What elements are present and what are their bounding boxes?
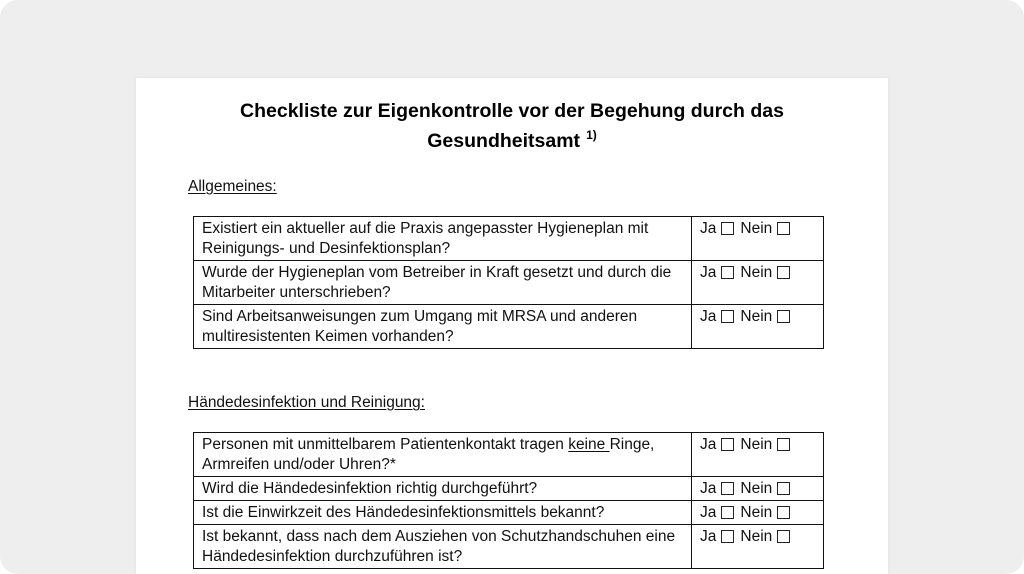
question-text-line: Händedesinfektion durchzuführen ist? <box>202 548 463 565</box>
checklist-row <box>194 433 824 477</box>
document-page <box>136 78 888 574</box>
question-cell <box>194 525 692 569</box>
answer-cell <box>692 525 824 569</box>
nein-checkbox[interactable] <box>777 506 790 519</box>
answer-cell <box>692 501 824 525</box>
checklist-row <box>194 217 824 261</box>
title-footnote-marker: 1) <box>586 128 597 142</box>
ja-label: Ja <box>700 528 717 545</box>
nein-checkbox[interactable] <box>777 310 790 323</box>
nein-label: Nein <box>740 308 773 325</box>
question-cell <box>194 501 692 525</box>
ja-label: Ja <box>700 504 717 521</box>
title-line-2-text: Gesundheitsamt <box>427 130 581 152</box>
question-text-line: Reinigungs- und Desinfektionsplan? <box>202 240 451 257</box>
checklist-row <box>194 501 824 525</box>
question-text-segment: Personen mit unmittelbarem Patientenkontakt tragen <box>202 436 569 453</box>
nein-checkbox[interactable] <box>777 222 790 235</box>
ja-label: Ja <box>700 220 717 237</box>
ja-checkbox[interactable] <box>721 310 734 323</box>
document-title <box>136 96 888 158</box>
nein-checkbox[interactable] <box>777 530 790 543</box>
question-text-underlined: keine <box>568 436 610 453</box>
nein-label: Nein <box>740 264 773 281</box>
nein-label: Nein <box>740 220 773 237</box>
nein-label: Nein <box>740 436 773 453</box>
question-cell <box>194 433 692 477</box>
checklist-table-allgemeines <box>193 216 824 349</box>
checklist-table-haendedesinfektion <box>193 432 824 569</box>
question-cell <box>194 477 692 501</box>
nein-checkbox[interactable] <box>777 266 790 279</box>
ja-checkbox[interactable] <box>721 482 734 495</box>
ja-label: Ja <box>700 264 717 281</box>
section-heading-haendedesinfektion: Händedesinfektion und Reinigung: <box>188 394 425 411</box>
question-text-line: Sind Arbeitsanweisungen zum Umgang mit MRSA und anderen <box>202 308 638 325</box>
question-text-line: Mitarbeiter unterschrieben? <box>202 284 391 301</box>
question-cell <box>194 305 692 349</box>
checklist-row <box>194 477 824 501</box>
ja-label: Ja <box>700 436 717 453</box>
ja-checkbox[interactable] <box>721 506 734 519</box>
section-heading-allgemeines: Allgemeines: <box>188 178 277 195</box>
title-line-1: Checkliste zur Eigenkontrolle vor der Begehung durch das <box>240 100 784 122</box>
nein-checkbox[interactable] <box>777 482 790 495</box>
answer-cell <box>692 477 824 501</box>
question-text-line: Armreifen und/oder Uhren?* <box>202 456 396 473</box>
answer-cell <box>692 305 824 349</box>
question-text-line: multiresistenten Keimen vorhanden? <box>202 328 454 345</box>
answer-cell <box>692 261 824 305</box>
nein-label: Nein <box>740 528 773 545</box>
question-text-line: Ist bekannt, dass nach dem Ausziehen von Schutzhandschuhen eine <box>202 528 676 545</box>
checklist-row <box>194 525 824 569</box>
ja-checkbox[interactable] <box>721 438 734 451</box>
question-cell <box>194 217 692 261</box>
ja-checkbox[interactable] <box>721 530 734 543</box>
question-text-line: Wird die Händedesinfektion richtig durchgeführt? <box>202 480 538 497</box>
answer-cell <box>692 433 824 477</box>
question-text-line: Wurde der Hygieneplan vom Betreiber in Kraft gesetzt und durch die <box>202 264 672 281</box>
question-text-line <box>202 435 683 455</box>
ja-label: Ja <box>700 480 717 497</box>
nein-checkbox[interactable] <box>777 438 790 451</box>
checklist-row <box>194 261 824 305</box>
ja-checkbox[interactable] <box>721 266 734 279</box>
nein-label: Nein <box>740 504 773 521</box>
answer-cell <box>692 217 824 261</box>
table-body <box>194 217 824 349</box>
question-text-segment: Ringe, <box>609 436 655 453</box>
table-body <box>194 433 824 569</box>
question-text-line: Ist die Einwirkzeit des Händedesinfektionsmittels bekannt? <box>202 504 605 521</box>
ja-checkbox[interactable] <box>721 222 734 235</box>
question-text-line: Existiert ein aktueller auf die Praxis angepasster Hygieneplan mit <box>202 220 649 237</box>
nein-label: Nein <box>740 480 773 497</box>
ja-label: Ja <box>700 308 717 325</box>
question-cell <box>194 261 692 305</box>
title-line-2 <box>136 126 888 158</box>
checklist-row <box>194 305 824 349</box>
